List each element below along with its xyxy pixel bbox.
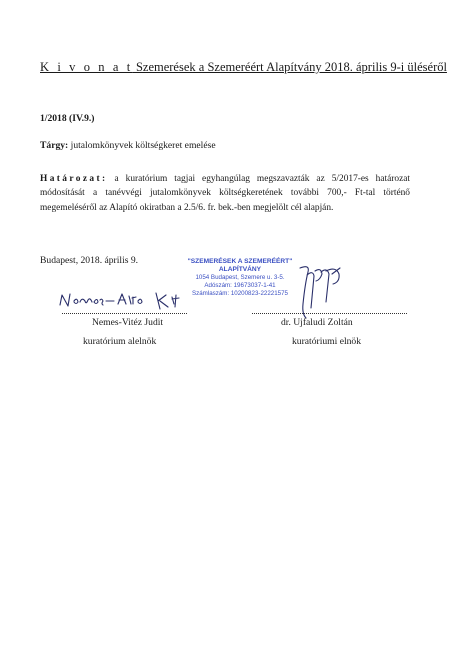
right-signatory-name: dr. Ujfaludi Zoltán [281,317,353,328]
subject-text: jutalomkönyvek költségkeret emelése [68,140,216,151]
left-signatory-name: Nemes-Vitéz Judit [92,317,164,328]
stamp-line-4: Adószám: 19673037-1-41 [204,282,276,289]
stamp-line-2: ALAPÍTVÁNY [218,266,262,273]
resolution-number: 1/2018 (IV.9.) [40,113,95,124]
stamp-line-3: 1054 Budapest, Szemere u. 3-5. [195,274,285,281]
left-signatory-role: kuratórium alelnök [83,336,157,347]
right-signatory-role: kuratóriumi elnök [292,336,362,347]
title-rest: Szemerések a Szemeréért Alapítvány 2018. április 9-i üléséről [132,60,447,74]
place-date: Budapest, 2018. április 9. [40,255,139,266]
right-signature-line [252,313,407,314]
decision-label: Határozat: [40,174,108,184]
stamp-line-5: Számlaszám: 10200823-22221575 [192,290,288,297]
left-signature-line [62,313,187,314]
subject-label: Tárgy: [40,140,69,151]
left-handwritten-signature [58,285,193,315]
document-title [40,60,447,75]
subject-line [40,140,216,151]
decision-paragraph [40,172,410,215]
title-spaced-word: K i v o n a t [40,60,133,74]
stamp-line-1: "SZEMERÉSEK A SZEMERÉÉRT" [187,258,293,265]
decision-text: a kuratórium tagjai egyhangúlag megszavazták az 5/2017-es határozat módosítását a tanévvégi jutalomkönyvek költségkeretének további 700,- Ft-tal történő megemeléséről az Alapító okiratban a 2.5/6. fr. bek.-ben megjelölt cél alapján. [40,174,410,213]
